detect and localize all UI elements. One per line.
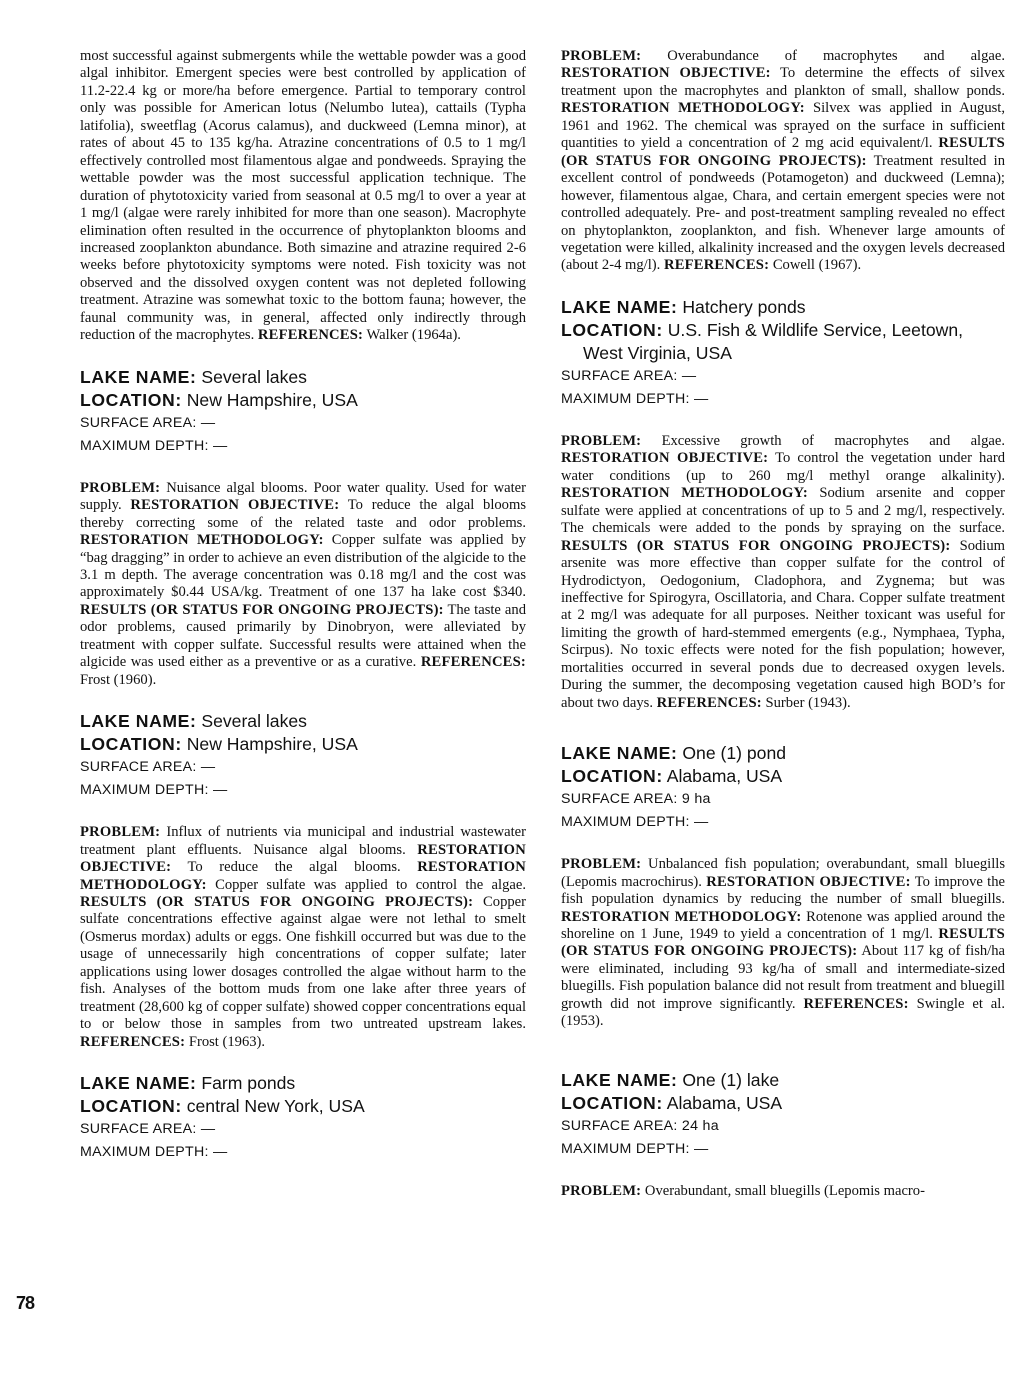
results-text: Treatment resulted in excellent control of pondweeds (Potamogeton) and duckweed (Lemna); however, filamentous algae, Chara, and certain emergent species were not controlled adequately. Pre- and post-treatment sampling revealed no effect on phytoplankton, zooplankton, and fish. Whenever large amounts of vegetation were killed, alkalinity increased and the oxygen levels decreased (about 2-4 mg/l). bbox=[561, 152, 1005, 274]
objective-text: To reduce the algal blooms thereby correcting some of the related taste and odor problems. bbox=[80, 497, 527, 531]
lake-name: Hatchery ponds bbox=[682, 296, 806, 317]
references-text: Frost (1963). bbox=[188, 1033, 266, 1050]
location: New Hampshire, USA bbox=[186, 389, 358, 410]
maximum-depth-line: MAXIMUM DEPTH: — bbox=[80, 437, 228, 454]
entry-description: PROBLEM: Nuisance algal blooms. Poor water quality. Used for water supply. RESTORATION OBJECTIVE: To reduce the algal blooms thereby correcting some of the related taste and odor problems. RESTORATION METHODOLOGY: Copper sulfate was applied by “bag dragging” in order to achieve an even distribution of the algicide to the 3.1 m depth. The average concentration was 0.18 mg/l and the cost was approximately $0.44 USA/kg. Treatment of one 137 ha lake cost $340. RESULTS (OR STATUS FOR ONGOING PROJECTS): The taste and odor problems, caused primarily by Dinobryon, were alleviated by treatment with copper sulfate. Successful results were attained when the algicide was used either as a preventive or as a curative. REFERENCES: Frost (1960). bbox=[80, 479, 527, 688]
methodology-text: Sodium arsenite and copper sulfate were applied at concentrations of up to 5 and 2 mg/l, respectively. The chemicals were added to the ponds by spraying on the surface. bbox=[561, 485, 1005, 537]
surface-area: 24 ha bbox=[681, 1117, 719, 1134]
problem-text: Influx of nutrients via municipal and industrial wastewater treatment plant effluents. Nuisance algal blooms. bbox=[80, 824, 526, 858]
location: Alabama, USA bbox=[666, 1092, 783, 1113]
maximum-depth-line: MAXIMUM DEPTH: — bbox=[80, 1144, 228, 1161]
surface-area: — bbox=[200, 414, 216, 431]
location: Alabama, USA bbox=[666, 766, 783, 787]
lake-name-line: LAKE NAME: Farm ponds bbox=[80, 1073, 296, 1094]
surface-area: — bbox=[200, 1121, 216, 1138]
location: central New York, USA bbox=[186, 1096, 365, 1117]
continued-paragraph: most successful against submergents while the wettable powder was a good algal inhibitor. Emergent species were best controlled by application of 11.2-22.4 kg or more/ha before emergence. Partial to temporary control only was possible for American lotus (Nelumbo lutea), cattails (Typha latifolia), sweetflag (Acorus calamus), and duckweed (Lemna minor), at rates of about 45 to 135 kg/ha. Atrazine concentrations of 0.5 to 1 mg/l effectively controlled most filamentous algae and pondweeds. Spraying the wettable powder was the most successful application technique. The duration of phytotoxicity varied from seasonal at 0.5 mg/l to over a year at 1 mg/l (algae were rarely inhibited for more than one season). Macrophyte elimination often resulted in the occurrence of phytoplankton blooms and increased zooplankton abundance. Both simazine and atrazine required 2-6 weeks before phytotoxicity symptoms were noted. Fish toxicity was not observed and the dissolved oxygen content was not depleted following treatment. Atrazine was somewhat toxic to the bottom fauna; however, the faunal community was, in general, affected only indirectly through reduction of the macrophytes. bbox=[80, 48, 526, 344]
lake-name: Several lakes bbox=[201, 711, 307, 732]
lake-name-line: LAKE NAME: Several lakes bbox=[80, 711, 307, 732]
entry-description: PROBLEM: Unbalanced fish population; overabundant, small bluegills (Lepomis macrochirus). RESTORATION OBJECTIVE: To improve the fish population dynamics by reducing the number of small bluegills. RESTORATION METHODOLOGY: Rotenone was applied around the shoreline on 1 June, 1949 to yield a concentration of 1 mg/l. RESULTS (OR STATUS FOR ONGOING PROJECTS): About 117 kg of fish/ha were eliminated, including 93 kg/ha of small and intermediate-sized bluegills. Fish population balance did not result from treatment and bluegill growth did not improve significantly. REFERENCES: Swingle et al. (1953). bbox=[561, 856, 1006, 1030]
results-text: The taste and odor problems, caused primarily by Dinobryon, were alleviated by treatment with copper sulfate. Successful results were attained when the algicide was used either as a preventive or as a curative. bbox=[80, 601, 526, 671]
maximum-depth: — bbox=[213, 782, 228, 799]
lake-name-line: LAKE NAME: One (1) lake bbox=[561, 1069, 780, 1090]
surface-area-line: SURFACE AREA: — bbox=[80, 414, 216, 431]
lake-name: One (1) lake bbox=[682, 1069, 780, 1090]
maximum-depth-line: MAXIMUM DEPTH: — bbox=[561, 1140, 709, 1157]
entry-description: PROBLEM: Excessive growth of macrophytes and algae. RESTORATION OBJECTIVE: To control the vegetation under hard water conditions (up to 260 mg/l methyl orange alkalinity). RESTORATION METHODOLOGY: Sodium arsenite and copper sulfate were applied at concentrations of up to 5 and 2 mg/l, respectively. The chemicals were added to the ponds by spraying on the surface. RESULTS (OR STATUS FOR ONGOING PROJECTS): Sodium arsenite was more effective than copper sulfate for the control of Hydrodictyon, Oedogonium, Cladophora, and Zygnema; but was ineffective for Spirogyra, Oscillatoria, and Chara. Copper sulfate treatment at 2 mg/l was adequate for all purposes. Neither toxicant was useful for limiting the growth of hard-stemmed emergents (e.g., Nymphaea, Typha, Scirpus). No toxic effects were noted for the fish population; however, mortalities occurred in several ponds due to decreased oxygen levels. During the summer, the decomposing vegetation caused high BOD’s for about two days. REFERENCES: Surber (1943). bbox=[561, 432, 1005, 711]
objective-text: To improve the fish population dynamics by reducing the number of small bluegills. bbox=[561, 873, 1006, 908]
surface-area-line: SURFACE AREA: — bbox=[80, 1121, 216, 1138]
continued-references: Walker (1964a). bbox=[366, 327, 461, 344]
lake-entry bbox=[80, 710, 526, 1051]
results-text: Sodium arsenite was more effective than copper sulfate for the control of Hydrodictyon, Oedogonium, Cladophora, and Zygnema; but was ineffective for Spirogyra, Oscillatoria, and Chara. Copper sulfate treatment at 2 mg/l was adequate for all purposes. Neither toxicant was useful for limiting the growth of hard-stemmed emergents (e.g., Nymphaea, Typha, Scirpus). No toxic effects were noted for the fish population; however, mortalities occurred in several ponds due to decreased oxygen levels. During the summer, the decomposing vegetation caused high BOD’s for about two days. bbox=[561, 537, 1005, 711]
maximum-depth: — bbox=[694, 390, 709, 407]
lake-entry bbox=[561, 296, 1005, 712]
surface-area: — bbox=[681, 367, 697, 384]
references-text: Cowell (1967). bbox=[772, 257, 862, 274]
location-line: LOCATION: Alabama, USA bbox=[561, 766, 783, 787]
lake-entry bbox=[80, 1072, 526, 1164]
surface-area-line: SURFACE AREA: — bbox=[80, 759, 216, 776]
objective-text: To control the vegetation under hard water conditions (up to 260 mg/l methyl orange alkalinity). bbox=[561, 450, 1005, 484]
continued-entry-text: most successful against submergents while the wettable powder was a good algal inhibitor. Emergent species were best controlled by application of 11.2-22.4 kg or more/ha before emergence. Partial to temporary control only was possible for American lotus (Nelumbo lutea), cattails (Typha latifolia), sweetflag (Acorus calamus), and duckweed (Lemna minor), at rates of about 45 to 135 kg/ha. Atrazine concentrations of 0.5 to 1 mg/l effectively controlled most filamentous algae and pondweeds. Spraying the wettable powder was the most successful application technique. The duration of phytotoxicity varied from seasonal at 0.5 mg/l to over a year at 1 mg/l (algae were rarely inhibited for more than one season). Macrophyte elimination often resulted in the occurrence of phytoplankton blooms and increased zooplankton abundance. Both simazine and atrazine required 2-6 weeks before phytotoxicity symptoms were noted. Fish toxicity was not observed and the dissolved oxygen content was not depleted following treatment. Atrazine was somewhat toxic to the bottom fauna; however, the faunal community was, in general, affected only indirectly through reduction of the macrophytes. REFERENCES: Walker (1964a). bbox=[80, 48, 526, 344]
results-text: Copper sulfate concentrations effective against algae were not lethal to smelt (Osmerus mordax) adults or eggs. One fishkill occurred but was due to the usage of unnecessarily high concentrations of copper sulfate; later applications using lower dosages controlled the algae without harm to the fish. Analyses of the bottom muds from one lake after three years of treatment (28,600 kg of copper sulfate) showed copper concentrations equal to or below those in samples from two untreated upstream lakes. bbox=[80, 893, 527, 1033]
entry-description: PROBLEM: Influx of nutrients via municipal and industrial wastewater treatment plant effluents. Nuisance algal blooms. RESTORATION OBJECTIVE: To reduce the algal blooms. RESTORATION METHODOLOGY: Copper sulfate was applied to control the algae. RESULTS (OR STATUS FOR ONGOING PROJECTS): Copper sulfate concentrations effective against algae were not lethal to smelt (Osmerus mordax) adults or eggs. One fishkill occurred but was due to the usage of unnecessarily high concentrations of copper sulfate; later applications using lower dosages controlled the algae without harm to the fish. Analyses of the bottom muds from one lake after three years of treatment (28,600 kg of copper sulfate) showed copper concentrations equal to or below those in samples from two untreated upstream lakes. REFERENCES: Frost (1963). bbox=[80, 824, 527, 1050]
maximum-depth-line: MAXIMUM DEPTH: — bbox=[561, 814, 709, 831]
maximum-depth: — bbox=[694, 1140, 709, 1157]
maximum-depth: — bbox=[213, 437, 228, 454]
methodology-text: Rotenone was applied around the shoreline on 1 June, 1949 to yield a concentration of 1 mg/l. bbox=[561, 908, 1005, 942]
lake-name: Farm ponds bbox=[201, 1073, 296, 1094]
surface-area-line: SURFACE AREA: 24 ha bbox=[561, 1117, 719, 1134]
objective-text: To determine the effects of silvex treatment upon the macrophytes and plankton of small, shallow ponds. bbox=[561, 65, 1005, 99]
lake-entry bbox=[80, 366, 526, 689]
surface-area-line: SURFACE AREA: 9 ha bbox=[561, 791, 711, 808]
lake-entry bbox=[561, 742, 1005, 1031]
lake-name: One (1) pond bbox=[682, 743, 787, 764]
lake-name-line: LAKE NAME: Several lakes bbox=[80, 366, 307, 387]
maximum-depth-line: MAXIMUM DEPTH: — bbox=[561, 390, 709, 407]
lake-name-line: LAKE NAME: Hatchery ponds bbox=[561, 296, 806, 317]
maximum-depth: — bbox=[213, 1144, 228, 1161]
location-line: LOCATION: U.S. Fish & Wildlife Service, Leetown, West Virginia, USA bbox=[561, 319, 964, 363]
references-text: Swingle et al. (1953). bbox=[561, 995, 1005, 1030]
lake-entry bbox=[561, 1069, 1005, 1200]
problem-text: Nuisance algal blooms. Poor water quality. Used for water supply. bbox=[80, 479, 526, 514]
results-text: About 117 kg of fish/ha were eliminated, including 93 kg/ha of small and intermediate-sized bluegills. Fish population balance did not result from treatment and bluegill growth did not improve significantly. bbox=[561, 943, 1005, 1012]
location-line: LOCATION: central New York, USA bbox=[80, 1096, 365, 1117]
problem-text: Unbalanced fish population; overabundant, small bluegills (Lepomis macrochirus). bbox=[561, 856, 1005, 890]
page-number: 78 bbox=[16, 1293, 35, 1313]
location-line: LOCATION: New Hampshire, USA bbox=[80, 734, 358, 755]
references-text: Frost (1960). bbox=[80, 671, 157, 688]
surface-area-line: SURFACE AREA: — bbox=[561, 367, 697, 384]
problem-text: Overabundant, small bluegills (Lepomis macro- bbox=[644, 1182, 925, 1199]
maximum-depth-line: MAXIMUM DEPTH: — bbox=[80, 782, 228, 799]
surface-area: — bbox=[200, 759, 216, 776]
left-column bbox=[80, 48, 526, 1164]
methodology-text: Silvex was applied in August, 1961 and 1962. The chemical was sprayed on the surface in sufficient quantities to yield a concentration of 2 mg acid equivalent/l. bbox=[561, 100, 1005, 152]
location-line: LOCATION: New Hampshire, USA bbox=[80, 389, 358, 410]
methodology-text: Copper sulfate was applied by “bag dragging” in order to achieve an even distribution of the algicide to the 3.1 m depth. The average concentration was 0.18 mg/l and the cost was approximately $0.44 USA/kg. Treatment of one 137 ha lake cost $340. bbox=[80, 532, 526, 601]
continued-entry-text: PROBLEM: Overabundance of macrophytes and algae. RESTORATION OBJECTIVE: To determine the effects of silvex treatment upon the macrophytes and plankton of small, shallow ponds. RESTORATION METHODOLOGY: Silvex was applied in August, 1961 and 1962. The chemical was sprayed on the surface in sufficient quantities to yield a concentration of 2 mg acid equivalent/l. RESULTS (OR STATUS FOR ONGOING PROJECTS): Treatment resulted in excellent control of pondweeds (Potamogeton) and duckweed (Lemna); however, filamentous algae, Chara, and certain emergent species were not controlled adequately. Pre- and post-treatment sampling revealed no effect on phytoplankton, zooplankton, and fish. Whenever large amounts of vegetation were killed, alkalinity increased and the oxygen levels decreased (about 2-4 mg/l). REFERENCES: Cowell (1967). bbox=[561, 48, 1005, 274]
lake-name-line: LAKE NAME: One (1) pond bbox=[561, 743, 787, 764]
maximum-depth: — bbox=[694, 814, 709, 831]
location: New Hampshire, USA bbox=[186, 734, 358, 755]
surface-area: 9 ha bbox=[681, 791, 711, 808]
methodology-text: Copper sulfate was applied to control the algae. bbox=[215, 876, 526, 893]
problem-text: Overabundance of macrophytes and algae. bbox=[667, 48, 1005, 64]
right-column bbox=[561, 48, 1005, 1200]
references-text: Surber (1943). bbox=[765, 694, 851, 711]
location: U.S. Fish & Wildlife Service, Leetown, West Virginia, USA bbox=[583, 319, 964, 363]
lake-name: Several lakes bbox=[201, 366, 307, 387]
entry-description: PROBLEM: Overabundant, small bluegills (Lepomis macro- bbox=[561, 1182, 925, 1199]
location-line: LOCATION: Alabama, USA bbox=[561, 1092, 783, 1113]
objective-text: To reduce the algal blooms. bbox=[187, 859, 401, 876]
problem-text: Excessive growth of macrophytes and algae. bbox=[661, 432, 1005, 449]
